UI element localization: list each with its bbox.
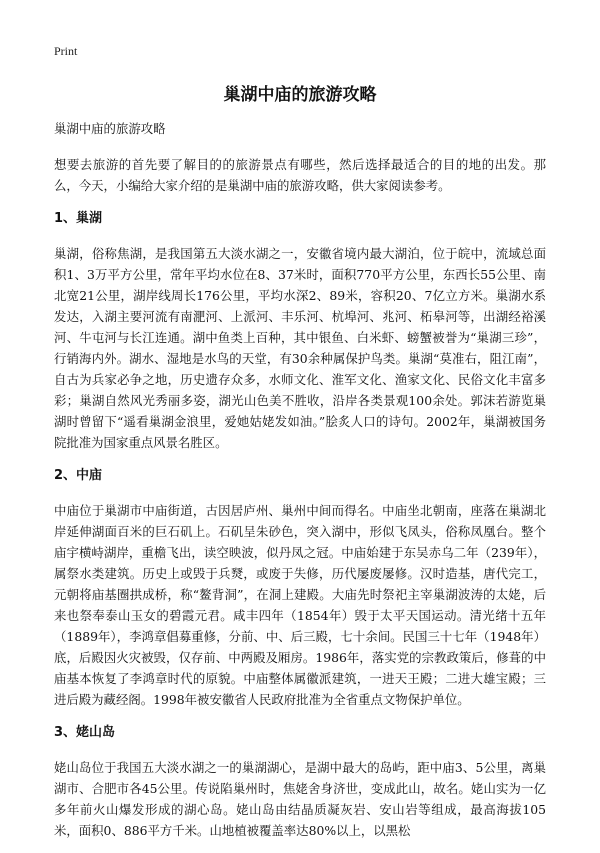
article-subtitle: 巢湖中庙的旅游攻略 [54,121,166,136]
section-text-laoshan: 姥山岛位于我国五大淡水湖之一的巢湖湖心，是湖中最大的岛屿，距中庙3、5公里，离巢湖市、合肥市各45公里。传说陷巢州时，焦姥舍身济世，变成此山，故名。姥山实为一亿多年前火山爆发形成的湖心岛。姥山岛由结晶质凝灰岩、安山岩等组成，最高海拔105米，面积0、886平方千米。山地植被覆盖率达80%以上，以黑松 [54,760,546,838]
article-body [54,118,546,853]
section-heading-zhongmiao: 2、中庙 [54,468,103,483]
section-text-chaohu: 巢湖，俗称焦湖，是我国第五大淡水湖之一，安徽省境内最大湖泊，位于皖中，流域总面积1、3万平方公里，常年平均水位在8、37米时，面积770平方公里，东西长55公里、南北宽21公里，湖岸线周长176公里，平均水深2、89米，容积20、7亿立方米。巢湖水系发达，入湖主要河流有南淝河、上派河、丰乐河、杭埠河、兆河、柘皋河等，出湖经裕溪河、牛屯河与长江连通。湖中鱼类上百种，其中银鱼、白米虾、螃蟹被誉为“巢湖三珍”，行销海内外。湖水、湿地是水鸟的天堂，有30余种属保护鸟类。巢湖“莫准右，阻江南”，自古为兵家必争之地，历史遗存众多，水师文化、淮军文化、渔家文化、民俗文化丰富多彩；巢湖自然风光秀丽多姿，湖光山色美不胜收，沿岸各类景观100余处。郭沫若游览巢湖时曾留下“遥看巢湖金浪里，爱她姑姥发如油。”脍炙人口的诗句。2002年，巢湖被国务院批准为国家重点风景名胜区。 [54,246,546,450]
page-title: 巢湖中庙的旅游攻略 [223,85,377,105]
section-heading-laoshan: 3、姥山岛 [54,725,116,740]
section-text-zhongmiao: 中庙位于巢湖市中庙街道，古因居庐州、巢州中间而得名。中庙坐北朝南，座落在巢湖北岸延伸湖面百米的巨石矶上。石矶呈朱砂色，突入湖中，形似飞凤头，俗称凤凰台。整个庙宇横峙湖岸，重檐飞出，读空映波，似丹凤之冠。中庙始建于东吴赤乌二年（239年），属祭水类建筑。历史上或毁于兵燹，或废于失修，历代屡废屡修。汉时造基，唐代完工，元朝将庙基圈拱成桥，称“鳌背洞”，在洞上建殿。大庙先时祭祀主宰巢湖波涛的太姥，后来也祭奉泰山玉女的碧霞元君。咸丰四年（1854年）毁于太平天国运动。清光绪十五年（1889年），李鸿章倡募重修，分前、中、后三殿，七十余间。民国三十七年（1948年）底，后殿因火灾被毁，仅存前、中两殿及厢房。1986年，落实党的宗教政策后，修葺的中庙基本恢复了李鸿章时代的原貌。中庙整体属徽派建筑，一进天王殿；二进大雄宝殿；三进后殿为藏经阁。1998年被安徽省人民政府批准为全省重点文物保护单位。 [54,503,546,707]
print-link[interactable]: Print [54,44,78,58]
intro-paragraph: 想要去旅游的首先要了解目的的旅游景点有哪些，然后选择最适合的目的地的出发。那么，今天，小编给大家介绍的是巢湖中庙的旅游攻略，供大家阅读参考。 [54,157,546,193]
section-heading-chaohu: 1、巢湖 [54,211,103,226]
